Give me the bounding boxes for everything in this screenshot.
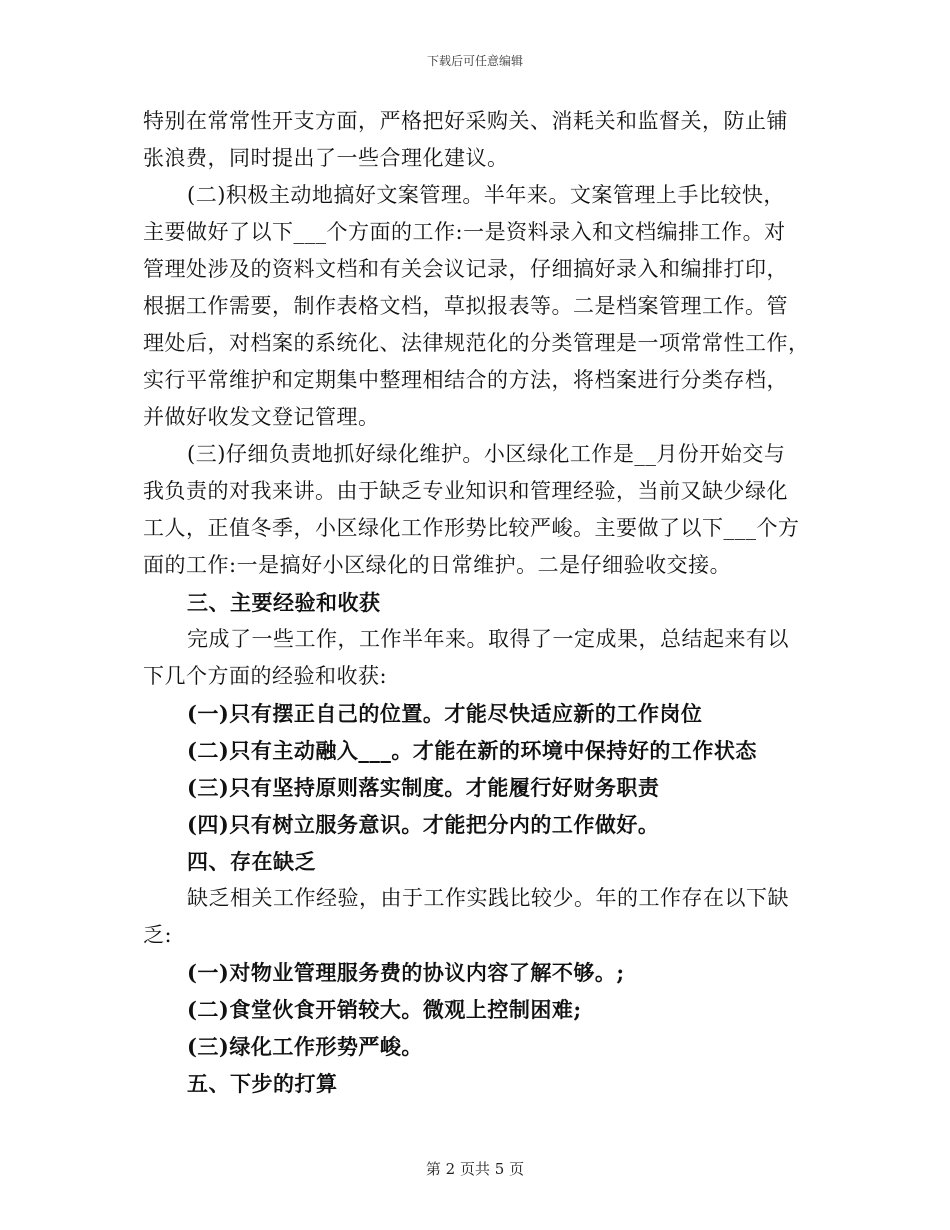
heading-line: (二)食堂伙食开销较大。微观上控制困难; [187, 997, 582, 1022]
paragraph-line: 管理处涉及的资料文档和有关会议记录，仔细搞好录入和编排打印， [143, 257, 788, 281]
heading-line: 五、下步的打算 [187, 1071, 338, 1096]
paragraph-line: 我负责的对我来讲。由于缺乏专业知识和管理经验，当前又缺少绿化 [143, 479, 788, 503]
paragraph-line: 特别在常常性开支方面，严格把好采购关、消耗关和监督关，防止铺 [143, 109, 788, 133]
heading-line: (一)只有摆正自己的位置。才能尽快适应新的工作岗位 [187, 701, 703, 726]
paragraph-line: (三)仔细负责地抓好绿化维护。小区绿化工作是__月份开始交与 [187, 442, 786, 466]
paragraph-line: 根据工作需要，制作表格文档，草拟报表等。二是档案管理工作。管 [143, 294, 788, 318]
heading-line: (一)对物业管理服务费的协议内容了解不够。; [187, 960, 625, 985]
paragraph-line: 面的工作:一是搞好小区绿化的日常维护。二是仔细验收交接。 [143, 553, 732, 577]
paragraph-line: 理处后，对档案的系统化、法律规范化的分类管理是一项常常性工作， [143, 331, 810, 355]
paragraph-line: 工人，正值冬季，小区绿化工作形势比较严峻。主要做了以下___个方 [143, 516, 800, 540]
paragraph-line: 缺乏相关工作经验，由于工作实践比较少。年的工作存在以下缺 [187, 886, 789, 910]
document-body [143, 103, 808, 1102]
paragraph-line: (二)积极主动地搞好文案管理。半年来。文案管理上手比较快， [187, 183, 785, 207]
heading-line: (三)绿化工作形势严峻。 [187, 1034, 423, 1059]
paragraph-line: 实行平常维护和定期集中整理相结合的方法，将档案进行分类存档， [143, 368, 788, 392]
paragraph-line: 张浪费，同时提出了一些合理化建议。 [143, 146, 509, 170]
heading-line: 三、主要经验和收获 [187, 590, 381, 615]
paragraph-line: 乏: [143, 923, 173, 947]
heading-line: (四)只有树立服务意识。才能把分内的工作做好。 [187, 812, 660, 837]
paragraph-line: 并做好收发文登记管理。 [143, 405, 380, 429]
page-footer: 第 2 页共 5 页 [425, 1160, 525, 1178]
page-header: 下载后可任意编辑 [426, 54, 523, 68]
paragraph-line: 完成了一些工作，工作半年来。取得了一定成果，总结起来有以 [187, 627, 789, 651]
paragraph-line: 下几个方面的经验和收获: [143, 664, 388, 688]
heading-line: (三)只有坚持原则落实制度。才能履行好财务职责 [187, 775, 660, 800]
heading-line: 四、存在缺乏 [187, 849, 316, 874]
heading-line: (二)只有主动融入___。才能在新的环境中保持好的工作状态 [187, 738, 757, 763]
paragraph-line: 主要做好了以下___个方面的工作:一是资料录入和文档编排工作。对 [143, 220, 786, 244]
